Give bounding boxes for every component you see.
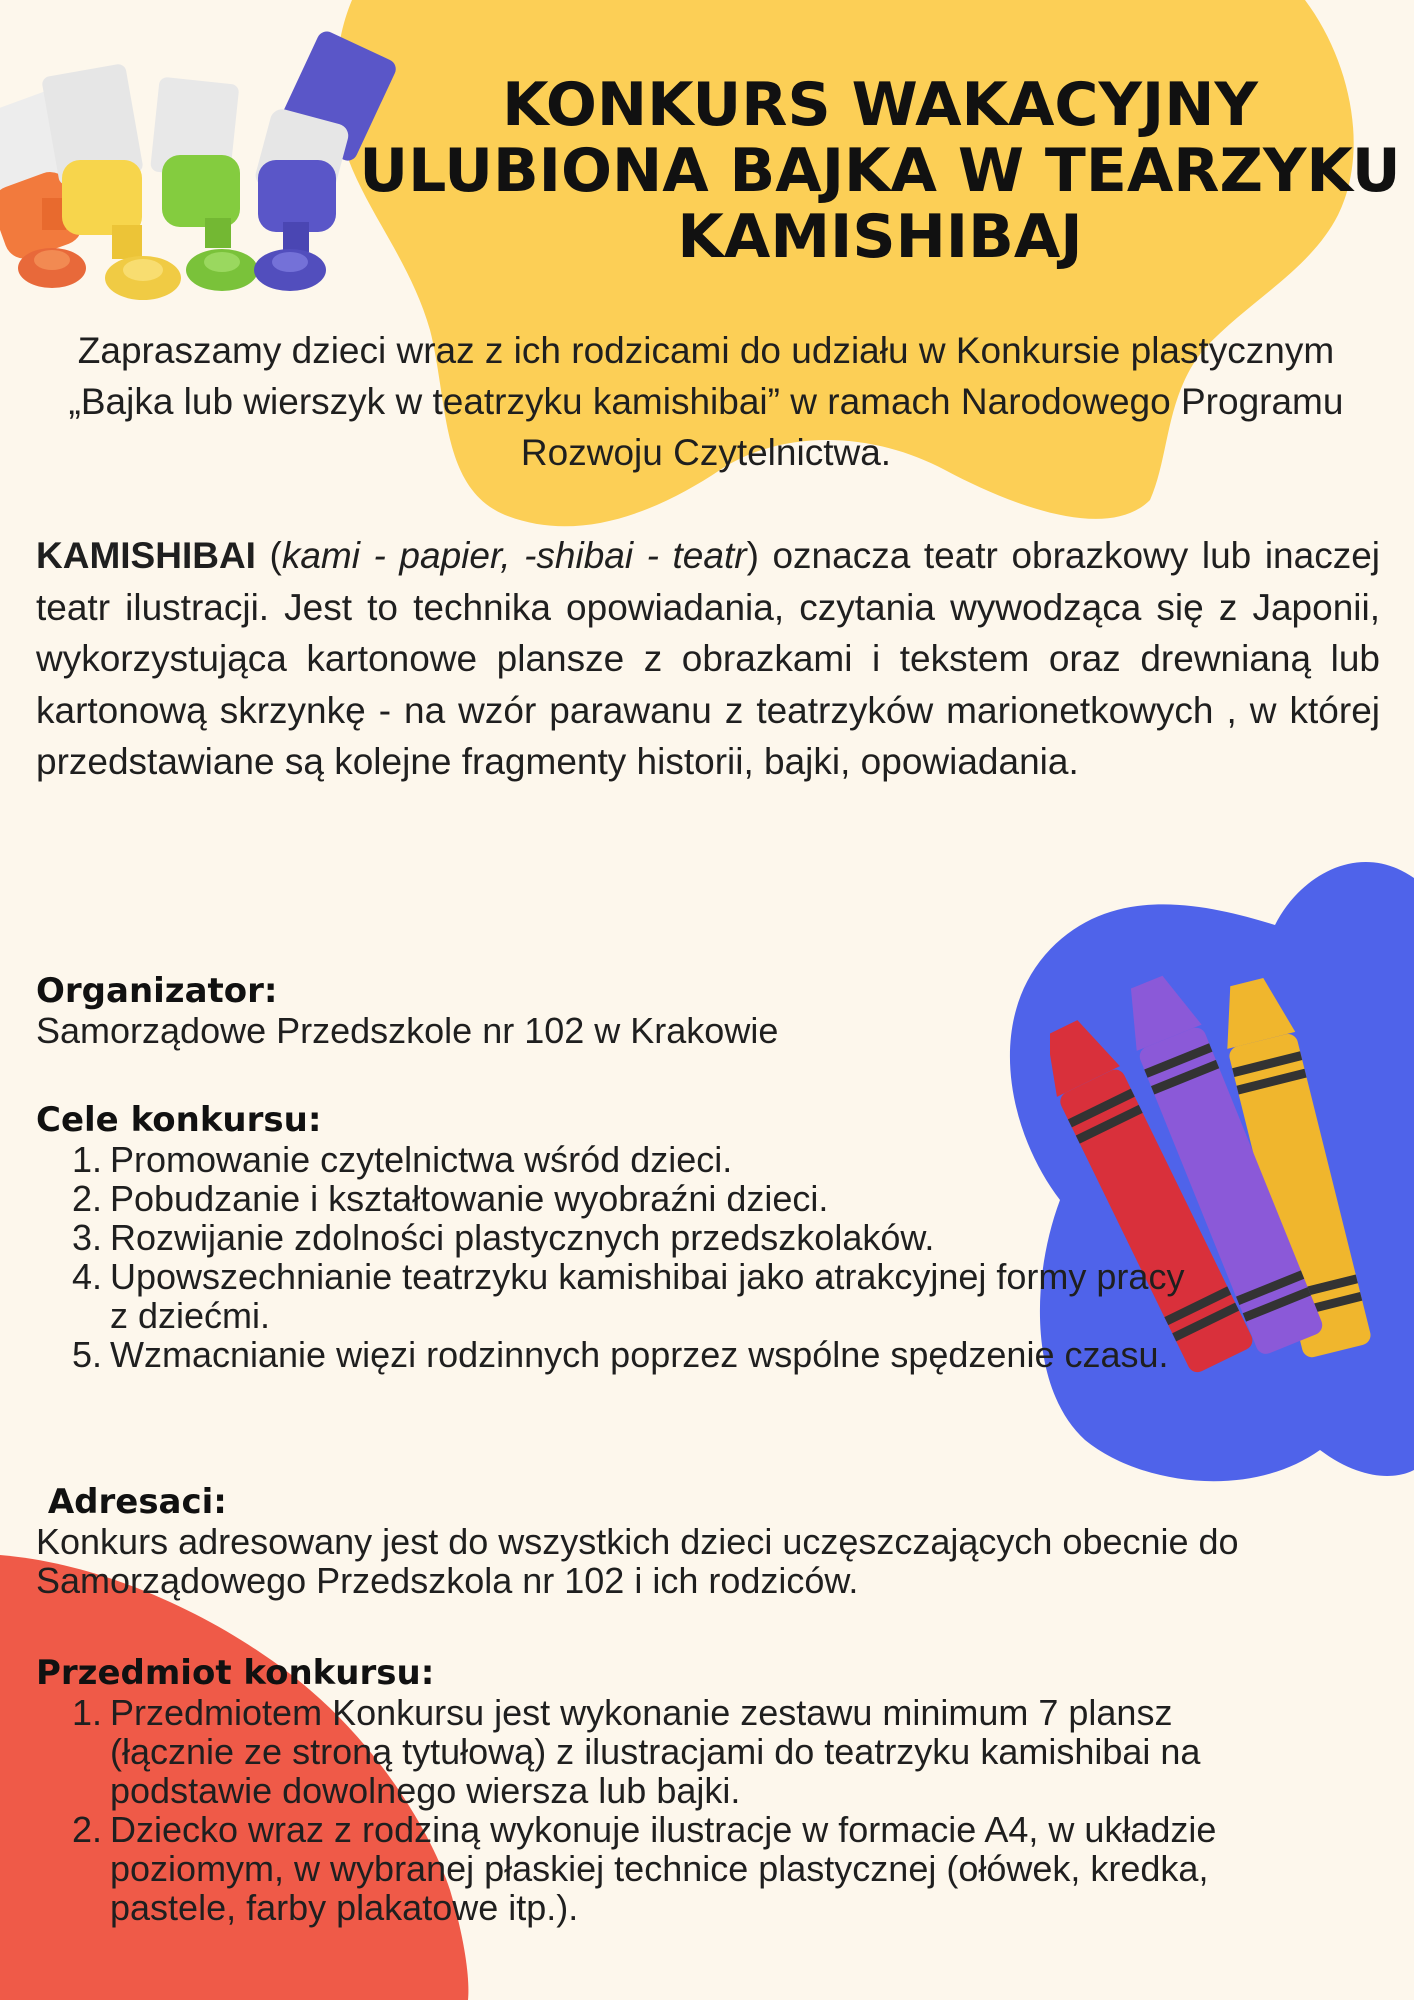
subject-heading: Przedmiot konkursu: bbox=[36, 1653, 435, 1693]
list-item bbox=[36, 1179, 1276, 1218]
list-number: 2. bbox=[72, 1809, 103, 1850]
list-number: 5. bbox=[72, 1334, 103, 1375]
goals-list bbox=[36, 1140, 1276, 1374]
kamishibai-definition-text: ) oznacza teatr obrazkowy lub inaczej teatr ilustracji. Jest to technika opowiadania, czytania wywodząca się z Japonii, wykorzystująca kartonowe plansze z obrazkami i tekstem oraz drewnianą lub kartonową skrzynkę - na wzór parawanu z teatrzyków marionetkowych , w której przedstawiane są kolejne fragmenty historii, bajki, opowiadania. bbox=[36, 535, 1380, 782]
subject-list bbox=[36, 1693, 1296, 1927]
list-item-text: Promowanie czytelnictwa wśród dzieci. bbox=[110, 1139, 733, 1180]
list-number: 3. bbox=[72, 1217, 103, 1258]
list-number: 1. bbox=[72, 1692, 103, 1733]
organizer-heading: Organizator: bbox=[36, 971, 278, 1011]
green-paint-tube bbox=[150, 77, 258, 291]
organizer-text: Samorządowe Przedszkole nr 102 w Krakowie bbox=[36, 1010, 779, 1051]
list-item-text: Przedmiotem Konkursu jest wykonanie zestawu minimum 7 plansz (łącznie ze stroną tytułową) z ilustracjami do teatrzyku kamishibai na podstawie dowolnego wiersza lub bajki. bbox=[110, 1692, 1201, 1811]
kamishibai-definition bbox=[36, 530, 1380, 788]
intro-paragraph: Zapraszamy dzieci wraz z ich rodzicami do udziału w Konkursie plastycznym „Bajka lub wierszyk w teatrzyku kamishibai” w ramach Narodowego Programu Rozwoju Czytelnictwa. bbox=[68, 330, 1344, 473]
list-item bbox=[36, 1218, 1276, 1257]
list-number: 4. bbox=[72, 1256, 103, 1297]
list-item bbox=[36, 1693, 1290, 1810]
goals-section bbox=[36, 1100, 1276, 1374]
page-title bbox=[355, 72, 1405, 270]
subject-section bbox=[36, 1653, 1296, 1927]
list-item-text: Wzmacnianie więzi rodzinnych poprzez wspólne spędzenie czasu. bbox=[110, 1334, 1169, 1375]
title-line-1: KONKURS WAKACYJNY bbox=[502, 70, 1258, 140]
goals-heading: Cele konkursu: bbox=[36, 1100, 322, 1140]
title-line-2: ULUBIONA BAJKA W TEARZYKU bbox=[359, 136, 1401, 206]
kamishibai-open-paren: ( bbox=[255, 535, 282, 576]
list-number: 1. bbox=[72, 1139, 103, 1180]
addressees-heading: Adresaci: bbox=[36, 1482, 227, 1522]
list-item-text: Dziecko wraz z rodziną wykonuje ilustracje w formacie A4, w układzie poziomym, w wybranej płaskiej technice plastycznej (ołówek, kredka, pastele, farby plakatowe itp.). bbox=[110, 1809, 1217, 1928]
paint-tubes-illustration bbox=[0, 30, 400, 320]
addressees-section bbox=[36, 1482, 1256, 1600]
addressees-text: Konkurs adresowany jest do wszystkich dzieci uczęszczających obecnie do Samorządowego Przedszkola nr 102 i ich rodziców. bbox=[36, 1521, 1239, 1601]
list-item bbox=[36, 1810, 1290, 1927]
list-item-text: Pobudzanie i kształtowanie wyobraźni dzieci. bbox=[110, 1178, 829, 1219]
organizer-section bbox=[36, 971, 1276, 1050]
title-line-3: KAMISHIBAJ bbox=[677, 202, 1083, 272]
list-item bbox=[36, 1140, 1276, 1179]
kamishibai-etymology: kami - papier, -shibai - teatr bbox=[281, 535, 747, 576]
list-item-text: Rozwijanie zdolności plastycznych przedszkolaków. bbox=[110, 1217, 935, 1258]
list-item-text: Upowszechnianie teatrzyku kamishibai jako atrakcyjnej formy pracy z dziećmi. bbox=[110, 1256, 1185, 1336]
list-item bbox=[36, 1257, 1190, 1335]
list-number: 2. bbox=[72, 1178, 103, 1219]
kamishibai-term: KAMISHIBAI bbox=[36, 535, 256, 576]
list-item bbox=[36, 1335, 1290, 1374]
